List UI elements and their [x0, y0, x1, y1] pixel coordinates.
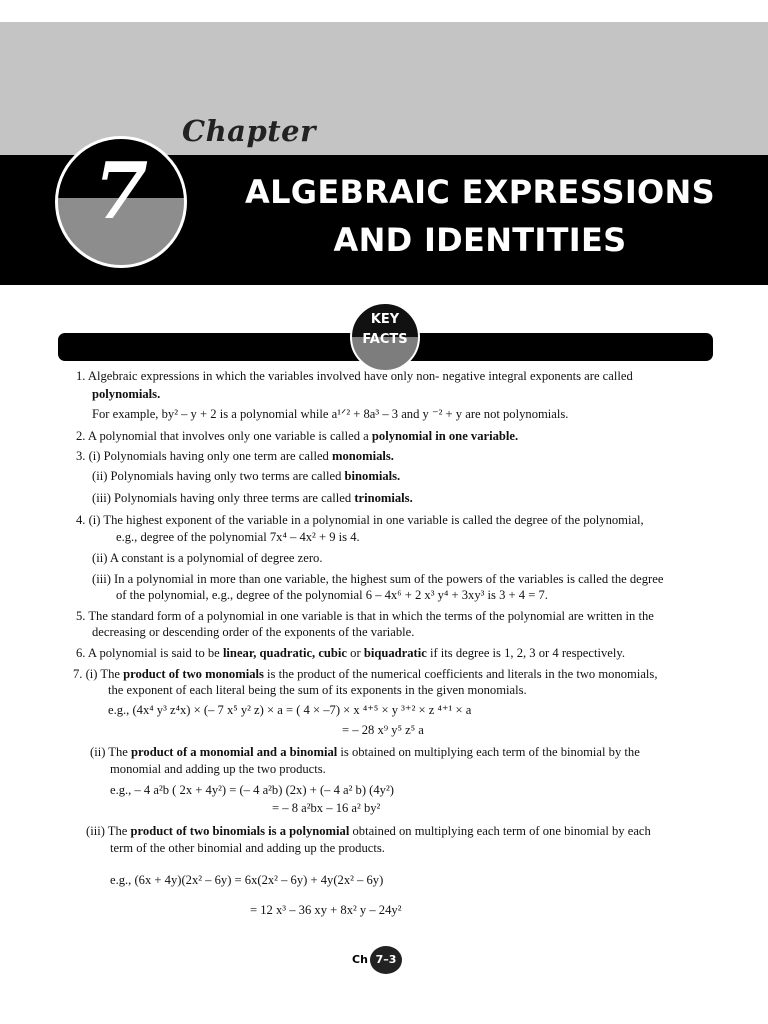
page-number: 7–3 [375, 953, 397, 966]
fact-7-iii-example-2: = 12 x³ – 36 xy + 8x² y – 24y² [250, 903, 402, 917]
fact-7-iii-line-a: (iii) The product of two binomials is a polynomial obtained on multiplying each term of one binomial by each [86, 824, 651, 838]
fact-7-i-example-2: = – 28 x⁹ y⁵ z⁵ a [342, 723, 424, 737]
fact-3-i: 3. (i) Polynomials having only one term are called monomials. [76, 449, 394, 463]
chapter-title-line2: AND IDENTITIES [333, 221, 627, 259]
chapter-title [190, 168, 768, 264]
fact-5-line-a: 5. The standard form of a polynomial in one variable is that in which the terms of the polynomial are written in the [76, 609, 654, 623]
chapter-title-line1: ALGEBRAIC EXPRESSIONS [245, 173, 715, 211]
fact-4-iii-line-b: of the polynomial, e.g., degree of the polynomial 6 – 4x⁶ + 2 x³ y⁴ + 3xy³ is 3 + 4 = 7. [116, 588, 548, 602]
fact-4-i-line-b: e.g., degree of the polynomial 7x⁴ – 4x² + 9 is 4. [116, 530, 360, 544]
fact-2: 2. A polynomial that involves only one variable is called a polynomial in one variable. [76, 429, 519, 443]
fact-7-iii-line-b: term of the other binomial and adding up the products. [110, 841, 385, 855]
chapter-number-badge [55, 136, 187, 268]
fact-7-ii-line-b: monomial and adding up the two products. [110, 762, 326, 776]
fact-7-i-line-a: 7. (i) The product of two monomials is the product of the numerical coefficients and literals in the two monomials, [73, 667, 658, 681]
fact-4-ii: (ii) A constant is a polynomial of degree zero. [92, 551, 323, 565]
fact-7-iii-example-1: e.g., (6x + 4y)(2x² – 6y) = 6x(2x² – 6y) + 4y(2x² – 6y) [110, 873, 384, 887]
fact-7-ii-example-1: e.g., – 4 a²b ( 2x + 4y²) = (– 4 a²b) (2x) + (– 4 a² b) (4y²) [110, 783, 394, 797]
page-chapter-prefix: Ch [352, 953, 368, 966]
fact-3-ii: (ii) Polynomials having only two terms are called binomials. [92, 469, 401, 483]
fact-1-line-b: polynomials. [92, 387, 161, 401]
chapter-label: Chapter [182, 114, 316, 148]
fact-1-example: For example, by² – y + 2 is a polynomial while a¹ᐟ² + 8a³ – 3 and y ⁻² + y are not polynomials. [92, 407, 569, 421]
fact-1-line-a: 1. Algebraic expressions in which the variables involved have only non- negative integral exponents are called [76, 369, 633, 383]
chapter-number: 7 [93, 146, 149, 237]
fact-4-iii-line-a: (iii) In a polynomial in more than one variable, the highest sum of the powers of the variables is called the degree [92, 572, 664, 586]
fact-7-ii-line-a: (ii) The product of a monomial and a binomial is obtained on multiplying each term of the binomial by the [90, 745, 640, 759]
fact-7-i-example-1: e.g., (4x⁴ y³ z⁴x) × (– 7 x⁵ y² z) × a = ( 4 × –7) × x ⁴⁺⁵ × y ³⁺² × z ⁴⁺¹ × a [108, 703, 472, 717]
key-facts-badge [350, 302, 420, 372]
header-gray-band [0, 22, 768, 155]
fact-3-iii: (iii) Polynomials having only three terms are called trinomials. [92, 491, 413, 505]
fact-5-line-b: decreasing or descending order of the exponents of the variable. [92, 625, 415, 639]
fact-7-i-line-b: the exponent of each literal being the sum of its exponents in the given monomials. [108, 683, 527, 697]
fact-4-i-line-a: 4. (i) The highest exponent of the variable in a polynomial in one variable is called the degree of the polynomial, [76, 513, 644, 527]
key-facts-line2: FACTS [362, 332, 408, 347]
fact-6: 6. A polynomial is said to be linear, quadratic, cubic or biquadratic if its degree is 1, 2, 3 or 4 respectively. [76, 646, 625, 660]
key-facts-line1: KEY [370, 312, 400, 327]
page-number-marker [352, 946, 412, 974]
fact-7-ii-example-2: = – 8 a²bx – 16 a² by² [272, 801, 381, 815]
